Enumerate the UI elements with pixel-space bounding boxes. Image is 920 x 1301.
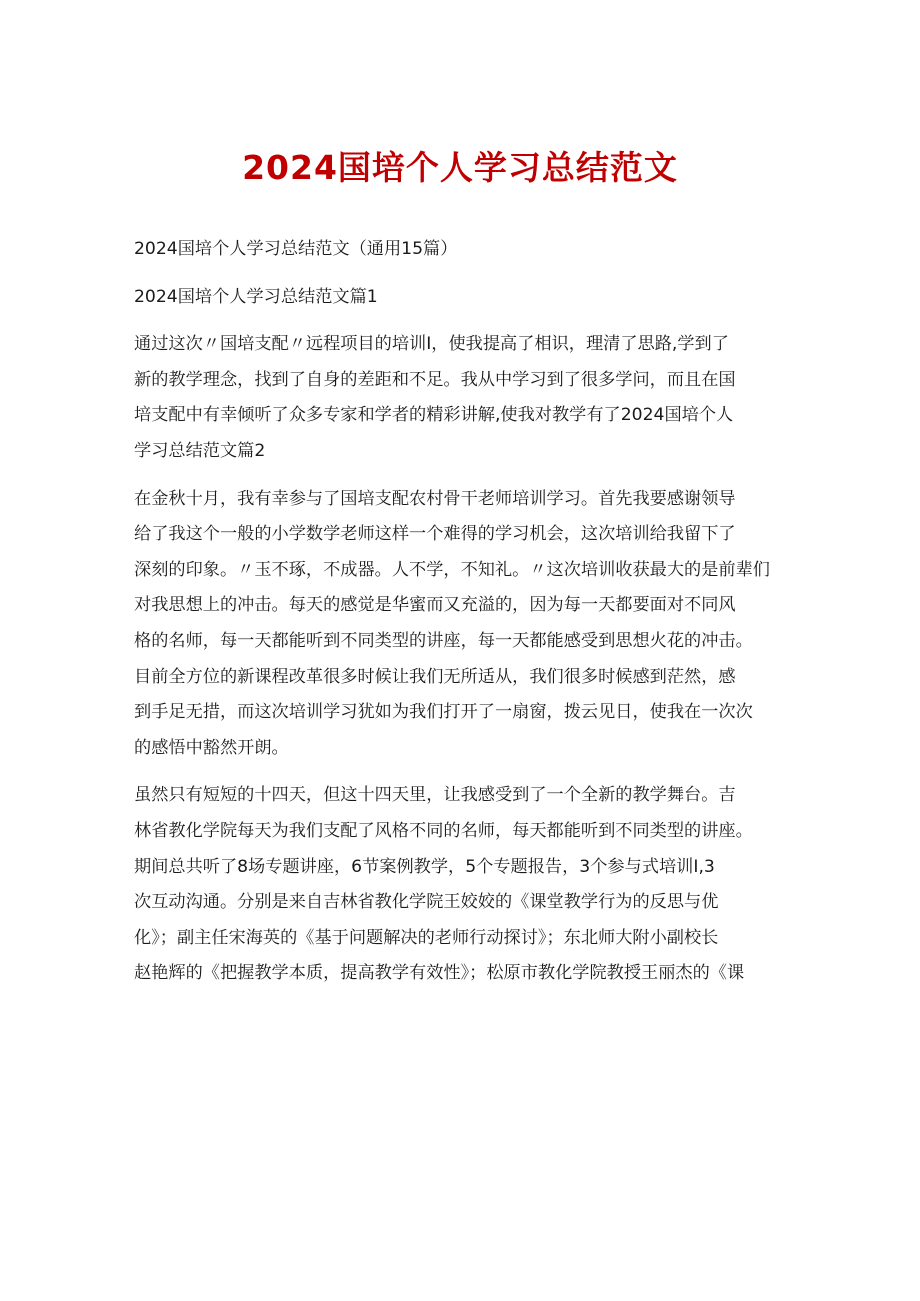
paragraph [134,778,806,992]
paragraph [134,327,806,469]
text-line: 次互动沟通。分别是来自吉林省教化学院王姣姣的《课堂教学行为的反思与优 [134,892,719,913]
document-title: 2024国培个人学习总结范文 [242,148,678,187]
paragraph-heading [134,280,806,316]
text-line: 虽然只有短短的十四天，但这十四天里，让我感受到了一个全新的教学舞台。吉 [134,785,736,806]
text-line: 化》；副主任宋海英的《基于问题解决的老师行动探讨》；东北师大附小副校长 [134,927,719,948]
text-line: 在金秋十月，我有幸参与了国培支配农村骨干老师培训学习。首先我要感谢领导 [134,488,736,509]
text-line: 新的教学理念，找到了自身的差距和不足。我从中学习到了很多学问，而且在国 [134,369,736,390]
paragraph-subtitle [134,232,806,268]
text-line: 给了我这个一般的小学数学老师这样一个难得的学习机会，这次培训给我留下了 [134,524,736,545]
text-line: 通过这次〃国培支配〃远程项目的培训I，使我提高了相识，理清了思路,学到了 [134,334,729,355]
text-line: 深刻的印象。〃玉不琢，不成器。人不学，不知礼。〃这次培训收获最大的是前辈们 [134,559,770,580]
text-line: 2024国培个人学习总结范文（通用15篇） [134,239,458,259]
paragraph [134,482,806,767]
text-line: 林省教化学院每天为我们支配了风格不同的名师，每天都能听到不同类型的讲座。 [134,820,753,841]
text-line: 到手足无措，而这次培训学习犹如为我们打开了一扇窗，拨云见日，使我在一次次 [134,702,753,723]
text-line: 培支配中有幸倾听了众多专家和学者的精彩讲解,使我对教学有了2024国培个人 [134,405,734,426]
text-line: 格的名师，每一天都能听到不同类型的讲座，每一天都能感受到思想火花的冲击。 [134,630,753,651]
text-line: 学习总结范文篇2 [134,440,266,461]
text-line: 2024国培个人学习总结范文篇1 [134,286,378,307]
text-line: 目前全方位的新课程改革很多时候让我们无所适从，我们很多时候感到茫然，感 [134,666,736,687]
document-body [134,232,806,992]
text-line: 对我思想上的冲击。每天的感觉是华蜜而又充溢的，因为每一天都要面对不同风 [134,595,736,616]
text-line: 的感悟中豁然开朗。 [134,737,289,758]
text-line: 期间总共听了8场专题讲座，6节案例教学，5个专题报告，3个参与式培训I,3 [134,856,715,877]
text-line: 赵艳辉的《把握教学本质，提高教学有效性》；松原市教化学院教授王丽杰的《课 [134,963,745,984]
